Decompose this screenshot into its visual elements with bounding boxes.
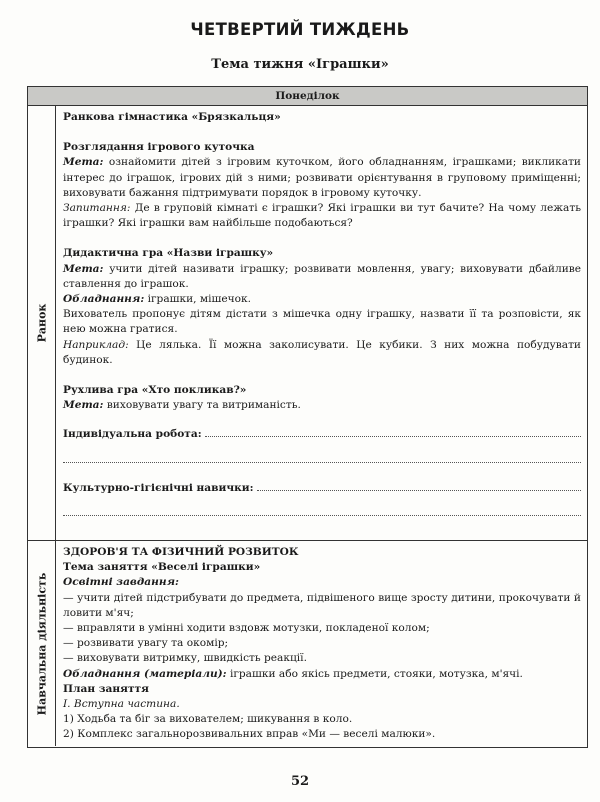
task-item: — вправляти в умінні ходити вздовж мотузки, покладеної колом; bbox=[63, 622, 430, 635]
tasks-label: Освітні завдання: bbox=[63, 576, 179, 589]
task-item: — розвивати увагу та окомір; bbox=[63, 637, 229, 650]
corner-questions: Запитання: Де в груповій кімнаті є іграшки? Які іграшки ви тут бачите? На чому лежать іграшки? Які іграшки вам найбільше подобаються? bbox=[63, 202, 581, 230]
plan-step: 1) Ходьба та біг за вихователем; шикування в коло. bbox=[63, 713, 353, 726]
plan-table bbox=[27, 86, 588, 748]
plan-label: План заняття bbox=[63, 682, 149, 695]
gymnastics-title: Ранкова гімнастика «Брязкальця» bbox=[63, 111, 281, 123]
morning-section bbox=[28, 106, 587, 541]
active-game-goal: Мета: виховувати увагу та витриманість. bbox=[63, 399, 301, 412]
morning-content bbox=[63, 110, 581, 524]
morning-side-cell bbox=[28, 106, 56, 540]
page-number: 52 bbox=[290, 774, 310, 789]
didactic-game-description: Вихователь пропонує дітям дістати з мішечка одну іграшку, назвати її та розповісти, як нею можна гратися. bbox=[63, 308, 581, 336]
corner-title: Розглядання ігрового куточка bbox=[63, 141, 255, 154]
plan-step: 2) Комплекс загальнорозвивальних вправ «Ми — веселі малюки». bbox=[63, 728, 436, 741]
task-item: — виховувати витримку, швидкість реакції. bbox=[63, 652, 307, 665]
didactic-game-goal: Мета: учити дітей називати іграшку; розвивати мовлення, увагу; виховувати дбайливе ставлення до іграшок. bbox=[63, 262, 581, 290]
lesson-materials: Обладнання (матеріали): іграшки або якісь предмети, стояки, мотузка, м'ячі. bbox=[63, 667, 523, 680]
individual-work-field[interactable] bbox=[63, 425, 581, 442]
hygiene-skills-line[interactable] bbox=[63, 500, 581, 516]
task-item: — учити дітей підстрибувати до предмета, підвішеного вище зросту дитини, прокочувати й ловити м'яч; bbox=[63, 591, 581, 619]
hygiene-skills-label: Культурно-гігієнічні навички: bbox=[63, 481, 254, 494]
active-game-title: Рухлива гра «Хто покликав?» bbox=[63, 384, 247, 397]
didactic-game-title: Дидактична гра «Назви іграшку» bbox=[63, 247, 274, 260]
didactic-game-example: Наприклад: Це лялька. Її можна заколисувати. Це кубики. З них можна побудувати будинок. bbox=[63, 338, 581, 366]
individual-work-line[interactable] bbox=[63, 447, 581, 463]
page-title: ЧЕТВЕРТИЙ ТИЖДЕНЬ bbox=[190, 20, 410, 39]
lesson-section bbox=[28, 541, 587, 746]
lesson-content bbox=[63, 545, 581, 743]
morning-side-label: Ранок bbox=[35, 303, 48, 343]
lesson-side-cell bbox=[28, 541, 56, 746]
lesson-topic: Тема заняття «Веселі іграшки» bbox=[63, 561, 261, 574]
week-theme: Тема тижня «Іграшки» bbox=[211, 57, 389, 72]
corner-goal: Мета: ознайомити дітей з ігровим куточком, його обладнанням, іграшками; викликати інтерес до іграшок, ігрових дій з ними; розвивати орієнтування в груповому приміщенні; виховувати бажання підтримувати порядок в ігровому куточку. bbox=[63, 156, 581, 199]
lesson-side-label: Навчальна діяльність bbox=[35, 572, 48, 715]
hygiene-skills-field[interactable] bbox=[63, 479, 581, 496]
lesson-area: ЗДОРОВ'Я ТА ФІЗИЧНИЙ РОЗВИТОК bbox=[63, 546, 299, 558]
individual-work-label: Індивідуальна робота: bbox=[63, 428, 202, 441]
didactic-game-equipment: Обладнання: іграшки, мішечок. bbox=[63, 293, 252, 306]
part-label: І. Вступна частина. bbox=[63, 698, 180, 711]
day-header: Понеділок bbox=[28, 87, 587, 106]
